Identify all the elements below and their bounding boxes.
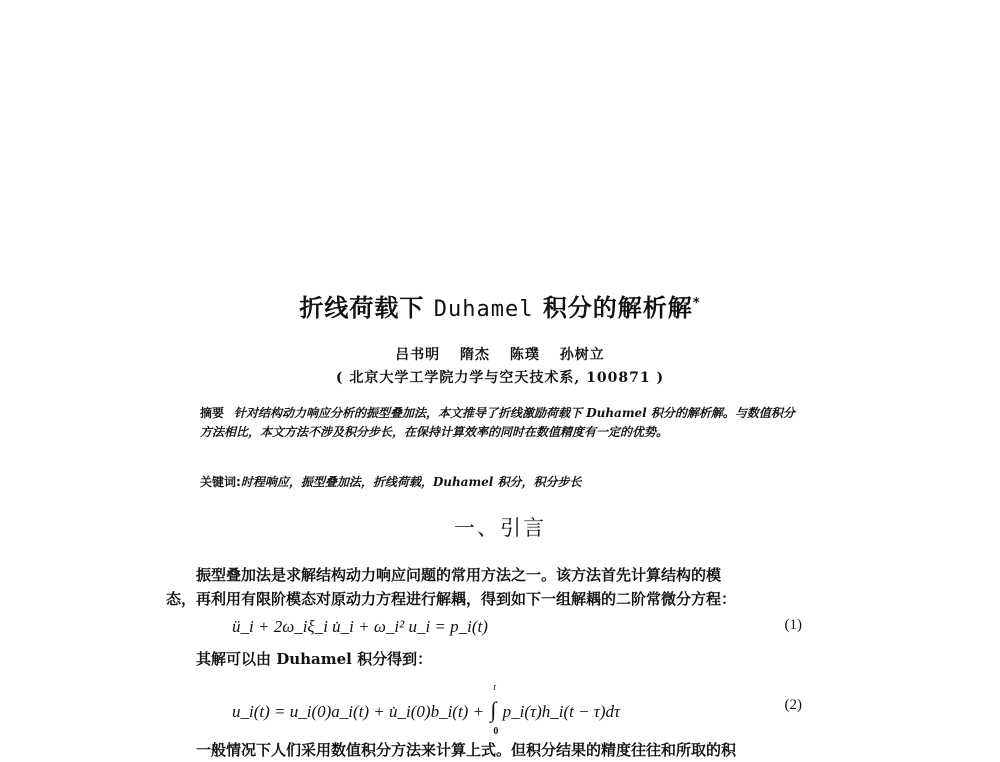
- integral-sign: ∫ t 0: [490, 682, 499, 737]
- title-footnote-mark: *: [692, 296, 701, 311]
- integral-upper-limit: t: [493, 682, 496, 692]
- paragraph-line: 态，再利用有限阶模态对原动力方程进行解耦，得到如下一组解耦的二阶常微分方程：: [166, 590, 737, 608]
- equation-2: [232, 682, 802, 737]
- title-prefix: 折线荷载下: [299, 294, 425, 322]
- numerical-paragraph: 一般情况下人们采用数值积分方法来计算上式。但积分结果的精度往往和所取的积: [196, 741, 737, 759]
- keywords-block: [200, 473, 800, 490]
- equation-2-left: u_i(t) = u_i(0)a_i(t) + u̇_i(0)b_i(t) +: [232, 702, 485, 721]
- equation-1-number: (1): [784, 617, 802, 633]
- intro-paragraph: [166, 563, 802, 611]
- equation-1-body: ü_i + 2ω_iξ_i u̇_i + ω_i² u_i = p_i(t): [232, 617, 488, 636]
- equation-2-number: (2): [784, 697, 802, 713]
- equation-1: [232, 617, 802, 637]
- title-suffix: 积分的解析解: [542, 294, 693, 322]
- integral-lower-limit: 0: [493, 726, 499, 737]
- solution-paragraph: 其解可以由 Duhamel 积分得到：: [196, 650, 433, 668]
- equation-2-body: [232, 682, 621, 737]
- affiliation: ( 北京大学工学院力学与空天技术系, 100871 ): [335, 370, 665, 386]
- abstract-label: 摘要: [200, 406, 225, 420]
- paragraph-line: 振型叠加法是求解结构动力响应问题的常用方法之一。该方法首先计算结构的模: [196, 566, 722, 584]
- author-list: 吕书明 隋杰 陈璞 孙树立: [395, 347, 605, 363]
- equation-2-right: p_i(τ)h_i(t − τ)dτ: [502, 702, 621, 721]
- abstract-text: 针对结构动力响应分析的振型叠加法，本文推导了折线激励荷载下 Duhamel 积分的解析解。与数值积分方法相比，本文方法不涉及积分步长，在保持计算效率的同时在数值精度有一定的优势。: [200, 406, 795, 439]
- section-heading: 一、引言: [454, 516, 546, 540]
- title-latin: Duhamel: [433, 297, 534, 322]
- paper-title: [0, 288, 1000, 323]
- abstract-block: [200, 404, 800, 442]
- keywords-text: 时程响应，振型叠加法，折线荷载，Duhamel 积分，积分步长: [240, 475, 582, 489]
- keywords-label: 关键词:: [200, 475, 241, 489]
